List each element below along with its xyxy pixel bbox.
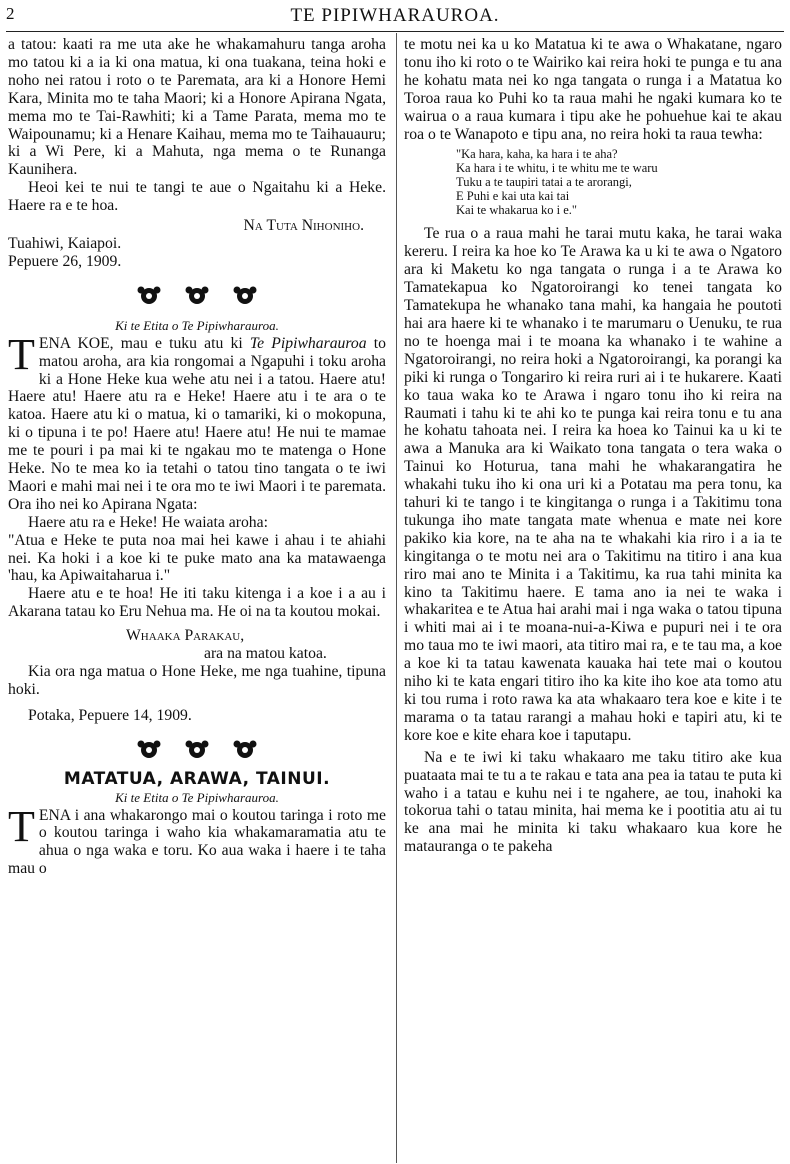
drop-cap: T — [8, 801, 35, 851]
flower-ornament-icon — [136, 739, 162, 761]
flower-ornament-icon — [232, 739, 258, 761]
intro-paragraph: a tatou: kaati ra me uta ake he whakamahuru tanga aroha mo tatou ki a ia ki ona matua, ki ona tuakana, teina hoki e noho nei ratou i roto o te Paremata, ara ki a Honore Hemi Kara, Minita mo te taha Maori; ki a Honore Apirana Ngata, mema mo te Tai-Rawhiti; ki a Tame Parata, mema mo te Waipounamu; ki a Henare Kaihau, mema mo te Taihauauru; ki a Wi Pere, ki a Mahuta, nga mema o te Runanga Kaunihera. — [8, 36, 386, 179]
paper-name: Te Pipiwharauroa — [249, 334, 367, 352]
ornament-row — [8, 285, 386, 307]
flower-ornament-icon — [136, 285, 162, 307]
article-paragraph: Na e te iwi ki taku whakaaro me taku titiro ake kua puataata mai te tu a te rakau e tata ana pea ia tatau te puta ki waho i a tatau e kuhu nei i te ngahere, ae tou, inahoki ka tokorua tahi o tatau minita, hai mema ke i pootitia atu ai tu ke ana mai he minita ki taku whakaaro kua kore he matauranga o te pakeha — [404, 748, 782, 856]
lead-words: ENA KOE, — [38, 334, 114, 352]
letter-paragraph: Haere atu e te hoa! He iti taku kitenga i a koe i a au i Akarana tatau ko Eru Nehua ma. He oi na ta koutou mokai. — [8, 585, 386, 621]
flower-ornament-icon — [232, 285, 258, 307]
chant-line: E Puhi e kai uta kai tai — [456, 189, 570, 204]
letter-signature-sub: ara na matou katoa. — [204, 645, 327, 663]
place-line: Tuahiwi, Kaiapoi. — [8, 234, 122, 252]
article-text: i ana whakarongo mai o koutou taringa i roto me o koutou taringa i waho kia whakamaramatia atu te ahua o nga waka e toru. Ko aua waka i haere i te taha mau o — [8, 806, 386, 878]
drop-cap: T — [8, 329, 35, 379]
article-title: MATATUA, ARAWA, TAINUI. — [63, 768, 331, 789]
chant — [456, 147, 782, 217]
chant-line: "Ka hara, kaha, ka hara i te aha? — [456, 147, 618, 162]
signature: Na Tuta Nihoniho. — [243, 217, 364, 235]
chant-line: Ka hara i te whitu, i te whitu me te waru — [456, 161, 658, 176]
article-address: Ki te Etita o Te Pipiwharauroa. — [115, 789, 279, 805]
chant-line: Kai te whakarua ko i e." — [456, 203, 578, 218]
lead-words: ENA — [38, 806, 71, 824]
article-paragraph — [8, 801, 386, 879]
flower-ornament-icon — [184, 739, 210, 761]
letter-paragraph: Kia ora nga matua o Hone Heke, me nga tuahine, tipuna hoki. — [8, 663, 386, 698]
right-column — [404, 36, 782, 856]
letter-date: Potaka, Pepuere 14, 1909. — [28, 706, 192, 724]
column-divider — [396, 33, 397, 1163]
date-line: Pepuere 26, 1909. — [8, 252, 122, 270]
letter-paragraph: Haere atu ra e Heke! He waiata aroha: — [28, 513, 268, 531]
page-title: TE PIPIWHARAUROA. — [290, 5, 500, 26]
article-paragraph: Te rua o a raua mahi he tarai mutu kaka, he tarai waka kereru. I reira ka hoe ko Te Arawa ka u ki te awa o Ngatoro ara ki Maketu ko nga tangata o runga i a te Arawa ko Tamatekapua ko Ngatoroirangi ko tenei tangata ko Tamatekupa he whanako tana mahi, ka hangaia he poutoti hai ara haere ki te whanako i te marumaru o Uenuku, te rua no te hoenga mai i te moana ka whanako i te wahine a Ngatoroirangi, no reira hoki a Ngatoroirangi, ka porangi ka piki ki runga o Tongariro ki reira ruri ai i te hukarere. Kaati ko taua waka ko te Arawa i ngaro tonu iho ki reira na Raumati i tahu ki te ahi ko te punga kai reira tonu e tu ana he kohatu tahoata nei. I reira ka hoea ko Tainui ka u ki te awa a Manuka ara ki Waikato tona tangata o tera waka o Tainui ko Hoturua, tana mahi he whakarangatira he whakahi tuku iho ki ona uri ki a Potatau ma pera tonu, ka tahuri ki te tango i te kingitanga o runga i a Takitimu tona tukunga iho mate tangata mate whenua e mate nei kore pakiko kia kore, na te aha na te whakahi kia riro i a ia te kingitanga o te motu nei ara o Takitimu na titiro i ana kua riro mai ano te Minita i a Takitimu, ka rua tahi minita ka kino ta Takitimu haere. E tama ano ia nei te waka i whakaritea e te Atua hai arahi mai i nga waka o tatou tipuna i whiti mai ai i te moana-nui-a-Kiwa e pupuri nei i te ora mo taua mo te iwi maori, ata titiro mai ra, e te tau ma, a koe a koe ki ta tatau kawenata kauaka hai tete mai o koutou niho ki te kata engari titiro iho ka kite iho koe ata tomo atu ki tou ruma i roto rawa ka ata whakaaro tera koe e kite i te marama o ta tatau rarangi a mahau hoki e tapiri atu, ki te kore koe e kite ehara koe i taputapu. — [404, 225, 782, 744]
letter-address: Ki te Etita o Te Pipiwharauroa. — [115, 317, 279, 333]
flower-ornament-icon — [184, 285, 210, 307]
article-paragraph: te motu nei ka u ko Matatua ki te awa o Whakatane, ngaro tonu iho ki roto o te Wairiko kai reira hoki te punga e tu ana he kohatu mata nei ko nga tangata o runga i a Matatua ko Toroa raua ko Puhi ko ta raua mahi he ngaki kumara ko te wairua o a raua kumara i tipu ake he pohuehue kai te akau roa o te Wanapoto e tipu ana, no reira hoki ta raua tewha: — [404, 36, 782, 143]
letter-paragraph — [8, 329, 386, 514]
closing-paragraph: Heoi kei te nui te tangi te aue o Ngaitahu ki a Heke. Haere ra e te hoa. — [8, 179, 386, 215]
header-rule — [6, 31, 784, 32]
letter-text: to matou aroha, ara kia rongomai a Ngapuhi i toku aroha ki a Hone Heke kua wehe atu nei i a tatou. Haere atu! Haere atu! Haere atu ra e Heke! Haere atu i te ara o te katoa. Haere atu ki o matua, ki o tamariki, ki o mokopuna, ki o tipuna i te po! Haere atu! Haere atu! He nui te mamae me te pouri i pa mai ki te ngakau mo te matenga o Hone Heke. No te mea ko ia tetahi o tatou tino tangata o te iwi Maori e mahi mai nei i te ora mo te iwi Maori i te paremata. Ora iho nei ko Apirana Ngata: — [8, 334, 386, 513]
page-number: 2 — [6, 4, 15, 23]
letter-signature: Whaaka Parakau, — [126, 627, 245, 645]
ornament-row — [8, 739, 386, 761]
letter-quote: "Atua e Heke te puta noa mai hei kawe i ahau i te ahiahi nei. Ka hoki i a koe ki te puke mato ana ka matawaenga 'hau, ka Apiwaitaharua i." — [8, 531, 386, 585]
chant-line: Tuku a te taupiri tatai a te arorangi, — [456, 175, 632, 190]
letter-text: mau e tuku atu ki — [113, 334, 250, 352]
left-column — [8, 36, 386, 878]
